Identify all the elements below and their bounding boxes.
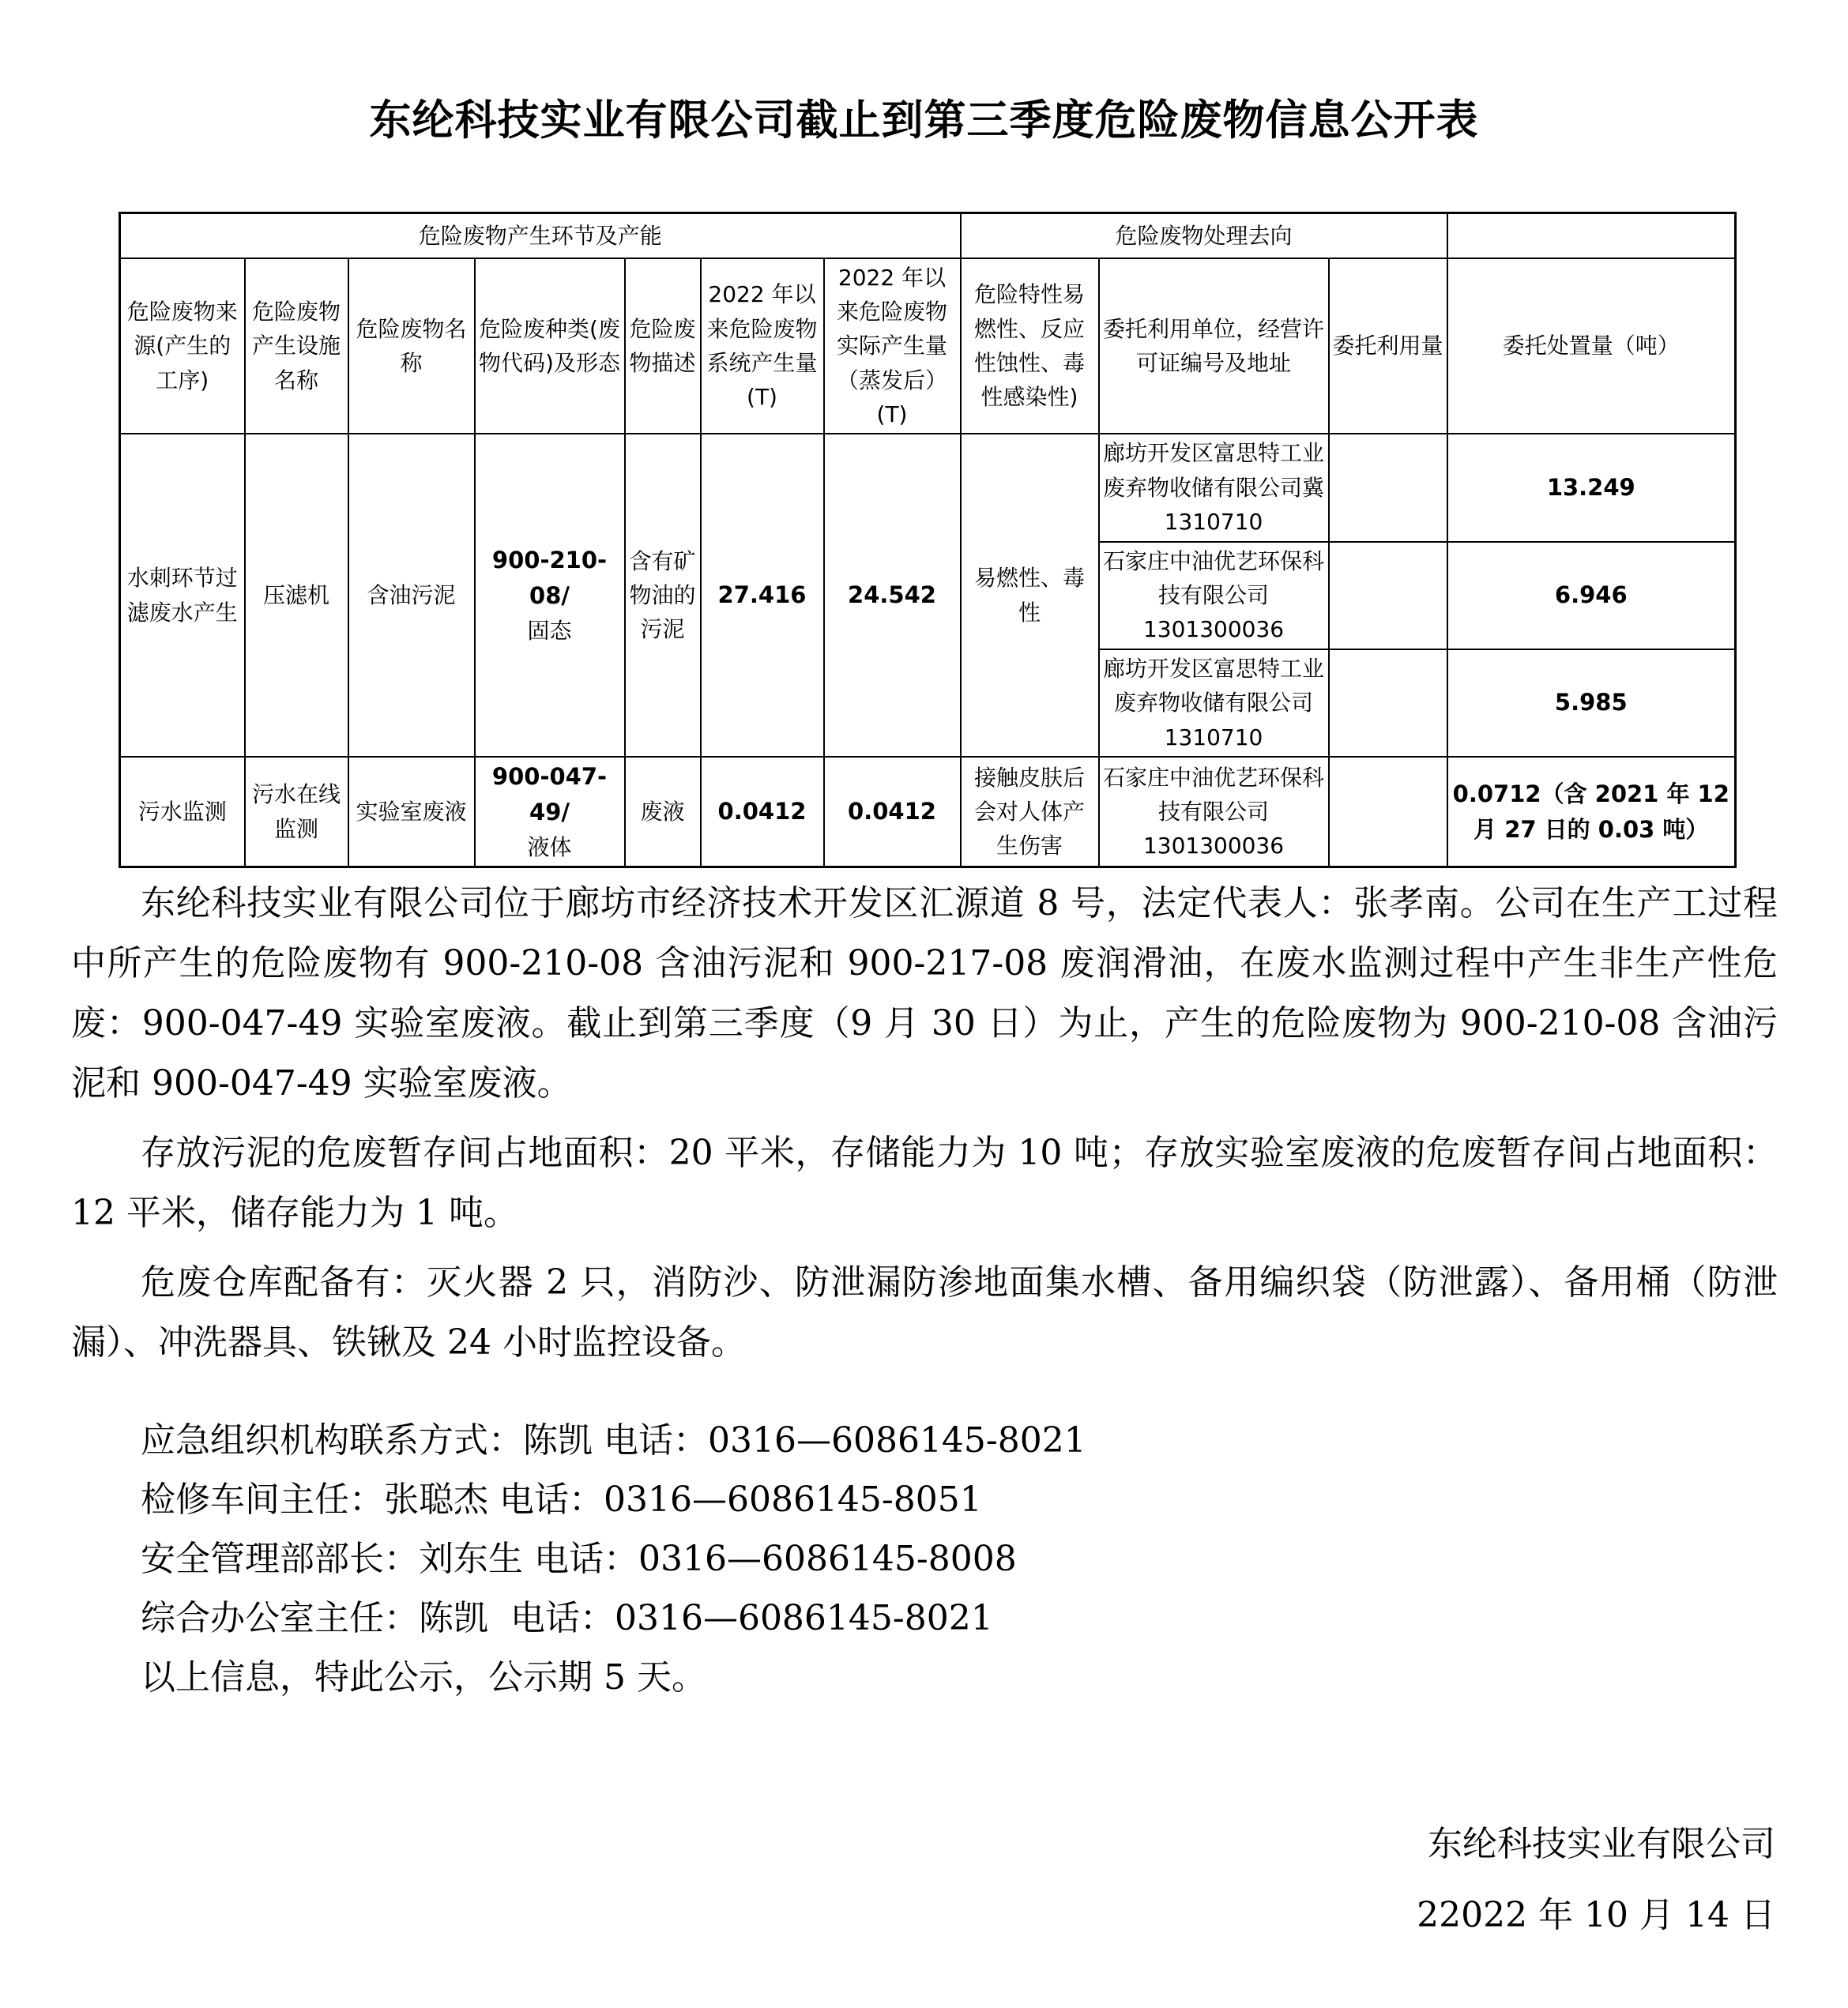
cell-use-qty: [1329, 542, 1447, 649]
cell-waste-code: [475, 757, 625, 867]
waste-form-value: 固态: [527, 617, 572, 644]
cell-entrust-unit: 廊坊开发区富思特工业废弃物收储有限公司冀 1310710: [1099, 434, 1329, 541]
cell-actual-qty: 24.542: [824, 434, 961, 757]
cell-system-qty: 27.416: [701, 434, 824, 757]
contact-line-emergency: 应急组织机构联系方式：陈凯 电话：0316—6086145-8021: [141, 1420, 1086, 1461]
col-header-use-qty: 委托利用量: [1329, 258, 1447, 434]
cell-disposal-qty: 5.985: [1447, 649, 1736, 757]
group-header-empty: [1447, 213, 1736, 258]
col-header-facility: 危险废物产生设施名称: [245, 258, 348, 434]
cell-use-qty: [1329, 434, 1447, 541]
col-header-description: 危险废物描述: [625, 258, 701, 434]
cell-use-qty: [1329, 757, 1447, 867]
col-header-waste-name: 危险废物名称: [348, 258, 475, 434]
contact-info-block: [71, 1411, 1778, 1707]
signature-block: [1417, 1809, 1775, 1951]
cell-description: 废液: [625, 757, 701, 867]
cell-disposal-qty: 13.249: [1447, 434, 1736, 541]
col-header-disposal-qty: 委托处置量（吨）: [1447, 258, 1736, 434]
group-header-production: 危险废物产生环节及产能: [120, 213, 961, 258]
table-row-lab-waste: [120, 757, 1736, 867]
cell-description: 含有矿物油的污泥: [625, 434, 701, 757]
paragraph-warehouse-equipment: 危废仓库配备有：灭火器 2 只，消防沙、防泄漏防渗地面集水槽、备用编织袋（防泄露）、备用桶（防泄漏）、冲洗器具、铁锹及 24 小时监控设备。: [71, 1262, 1778, 1363]
cell-disposal-qty: 6.946: [1447, 542, 1736, 649]
cell-facility: 污水在线监测: [245, 757, 348, 867]
col-header-system-qty: 2022 年以来危险废物系统产生量(T): [701, 258, 824, 434]
cell-disposal-qty: 0.0712（含 2021 年 12 月 27 日的 0.03 吨）: [1447, 757, 1736, 867]
signature-date: 22022 年 10 月 14 日: [1417, 1895, 1775, 1935]
cell-hazard: 接触皮肤后会对人体产生伤害: [961, 757, 1099, 867]
cell-source: 水刺环节过滤废水产生: [120, 434, 245, 757]
cell-facility: 压滤机: [245, 434, 348, 757]
contact-line-notice: 以上信息，特此公示，公示期 5 天。: [141, 1657, 706, 1698]
contact-line-maintenance: 检修车间主任：张聪杰 电话：0316—6086145-8051: [141, 1480, 982, 1520]
cell-waste-code: [475, 434, 625, 757]
col-header-waste-source: 危险废物来源(产生的工序): [120, 258, 245, 434]
cell-entrust-unit: 廊坊开发区富思特工业废弃物收储有限公司 1310710: [1099, 649, 1329, 757]
table-group-header-row: [120, 213, 1736, 258]
table-column-header-row: [120, 258, 1736, 434]
group-header-disposal: 危险废物处理去向: [961, 213, 1447, 258]
cell-hazard: 易燃性、毒性: [961, 434, 1099, 757]
cell-waste-name: 含油污泥: [348, 434, 475, 757]
contact-line-office: 综合办公室主任：陈凯 电话：0316—6086145-8021: [141, 1598, 993, 1638]
col-header-entrust-unit: 委托利用单位，经营许可证编号及地址: [1099, 258, 1329, 434]
paragraph-storage-info: 存放污泥的危废暂存间占地面积：20 平米，存储能力为 10 吨；存放实验室废液的危废暂存间占地面积：12 平米，储存能力为 1 吨。: [71, 1133, 1778, 1233]
waste-form-value: 液体: [527, 833, 572, 860]
table-row-sludge-1: [120, 434, 1736, 541]
cell-actual-qty: 0.0412: [824, 757, 961, 867]
cell-waste-name: 实验室废液: [348, 757, 475, 867]
col-header-hazard: 危险特性易燃性、反应性蚀性、毒性感染性): [961, 258, 1099, 434]
hazardous-waste-table: [119, 212, 1737, 868]
cell-entrust-unit: 石家庄中油优艺环保科技有限公司 1301300036: [1099, 757, 1329, 867]
cell-source: 污水监测: [120, 757, 245, 867]
page-title: 东纶科技实业有限公司截止到第三季度危险废物信息公开表: [369, 96, 1479, 145]
cell-entrust-unit: 石家庄中油优艺环保科技有限公司 1301300036: [1099, 542, 1329, 649]
col-header-actual-qty: 2022 年以来危险废物实际产生量（蒸发后）(T): [824, 258, 961, 434]
paragraph-company-intro: 东纶科技实业有限公司位于廊坊市经济技术开发区汇源道 8 号，法定代表人：张孝南。公司在生产工过程中所产生的危险废物有 900-210-08 含油污泥和 900-217-08 废润滑油，在废水监测过程中产生非生产性危废：900-047-49 实验室废液。截止到第三季度（9 月 30 日）为止，产生的危险废物为 900-210-08 含油污泥和 900-047-49 实验室废液。: [71, 883, 1778, 1104]
signature-company: 东纶科技实业有限公司: [1428, 1824, 1775, 1864]
body-paragraphs: [71, 874, 1778, 1373]
cell-system-qty: 0.0412: [701, 757, 824, 867]
cell-use-qty: [1329, 649, 1447, 757]
waste-code-value: 900-047-49/: [491, 762, 608, 825]
contact-line-safety: 安全管理部部长：刘东生 电话：0316—6086145-8008: [141, 1539, 1017, 1579]
col-header-waste-code: 危险废种类(废物代码)及形态: [475, 258, 625, 434]
waste-code-value: 900-210-08/: [491, 547, 608, 610]
